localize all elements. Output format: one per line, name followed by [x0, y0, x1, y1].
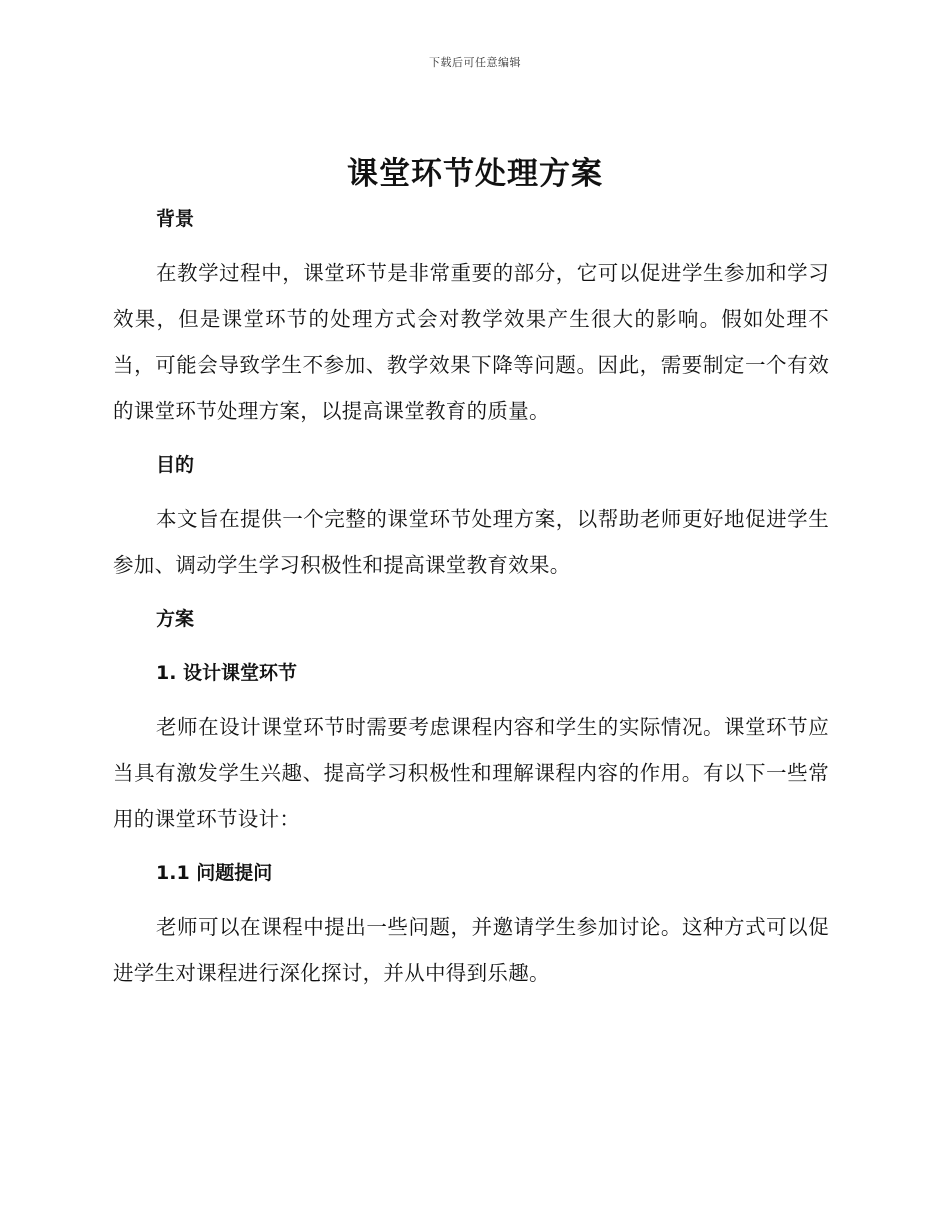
subsection-heading-design: 1. 设计课堂环节: [156, 662, 298, 684]
section-heading-plan: 方案: [156, 608, 195, 630]
page-header-note: 下载后可任意编辑: [429, 56, 521, 69]
paragraph-background: 在教学过程中，课堂环节是非常重要的部分，它可以促进学生参加和学习效果，但是课堂环节的处理方式会对教学效果产生很大的影响。假如处理不当，可能会导致学生不参加、教学效果下降等问题。因此，需要制定一个有效的课堂环节处理方案，以提高课堂教育的质量。: [113, 261, 829, 423]
paragraph-design: 老师在设计课堂环节时需要考虑课程内容和学生的实际情况。课堂环节应当具有激发学生兴趣、提高学习积极性和理解课程内容的作用。有以下一些常用的课堂环节设计：: [113, 715, 829, 831]
section-heading-background: 背景: [156, 208, 195, 230]
document-body: [113, 196, 829, 996]
section-heading-purpose: 目的: [156, 454, 195, 476]
document-title: 课堂环节处理方案: [347, 156, 603, 192]
subsection-heading-questions: 1.1 问题提问: [156, 862, 273, 884]
paragraph-purpose: 本文旨在提供一个完整的课堂环节处理方案，以帮助老师更好地促进学生参加、调动学生学习积极性和提高课堂教育效果。: [113, 507, 829, 577]
paragraph-questions: 老师可以在课程中提出一些问题，并邀请学生参加讨论。这种方式可以促进学生对课程进行深化探讨，并从中得到乐趣。: [113, 915, 829, 985]
